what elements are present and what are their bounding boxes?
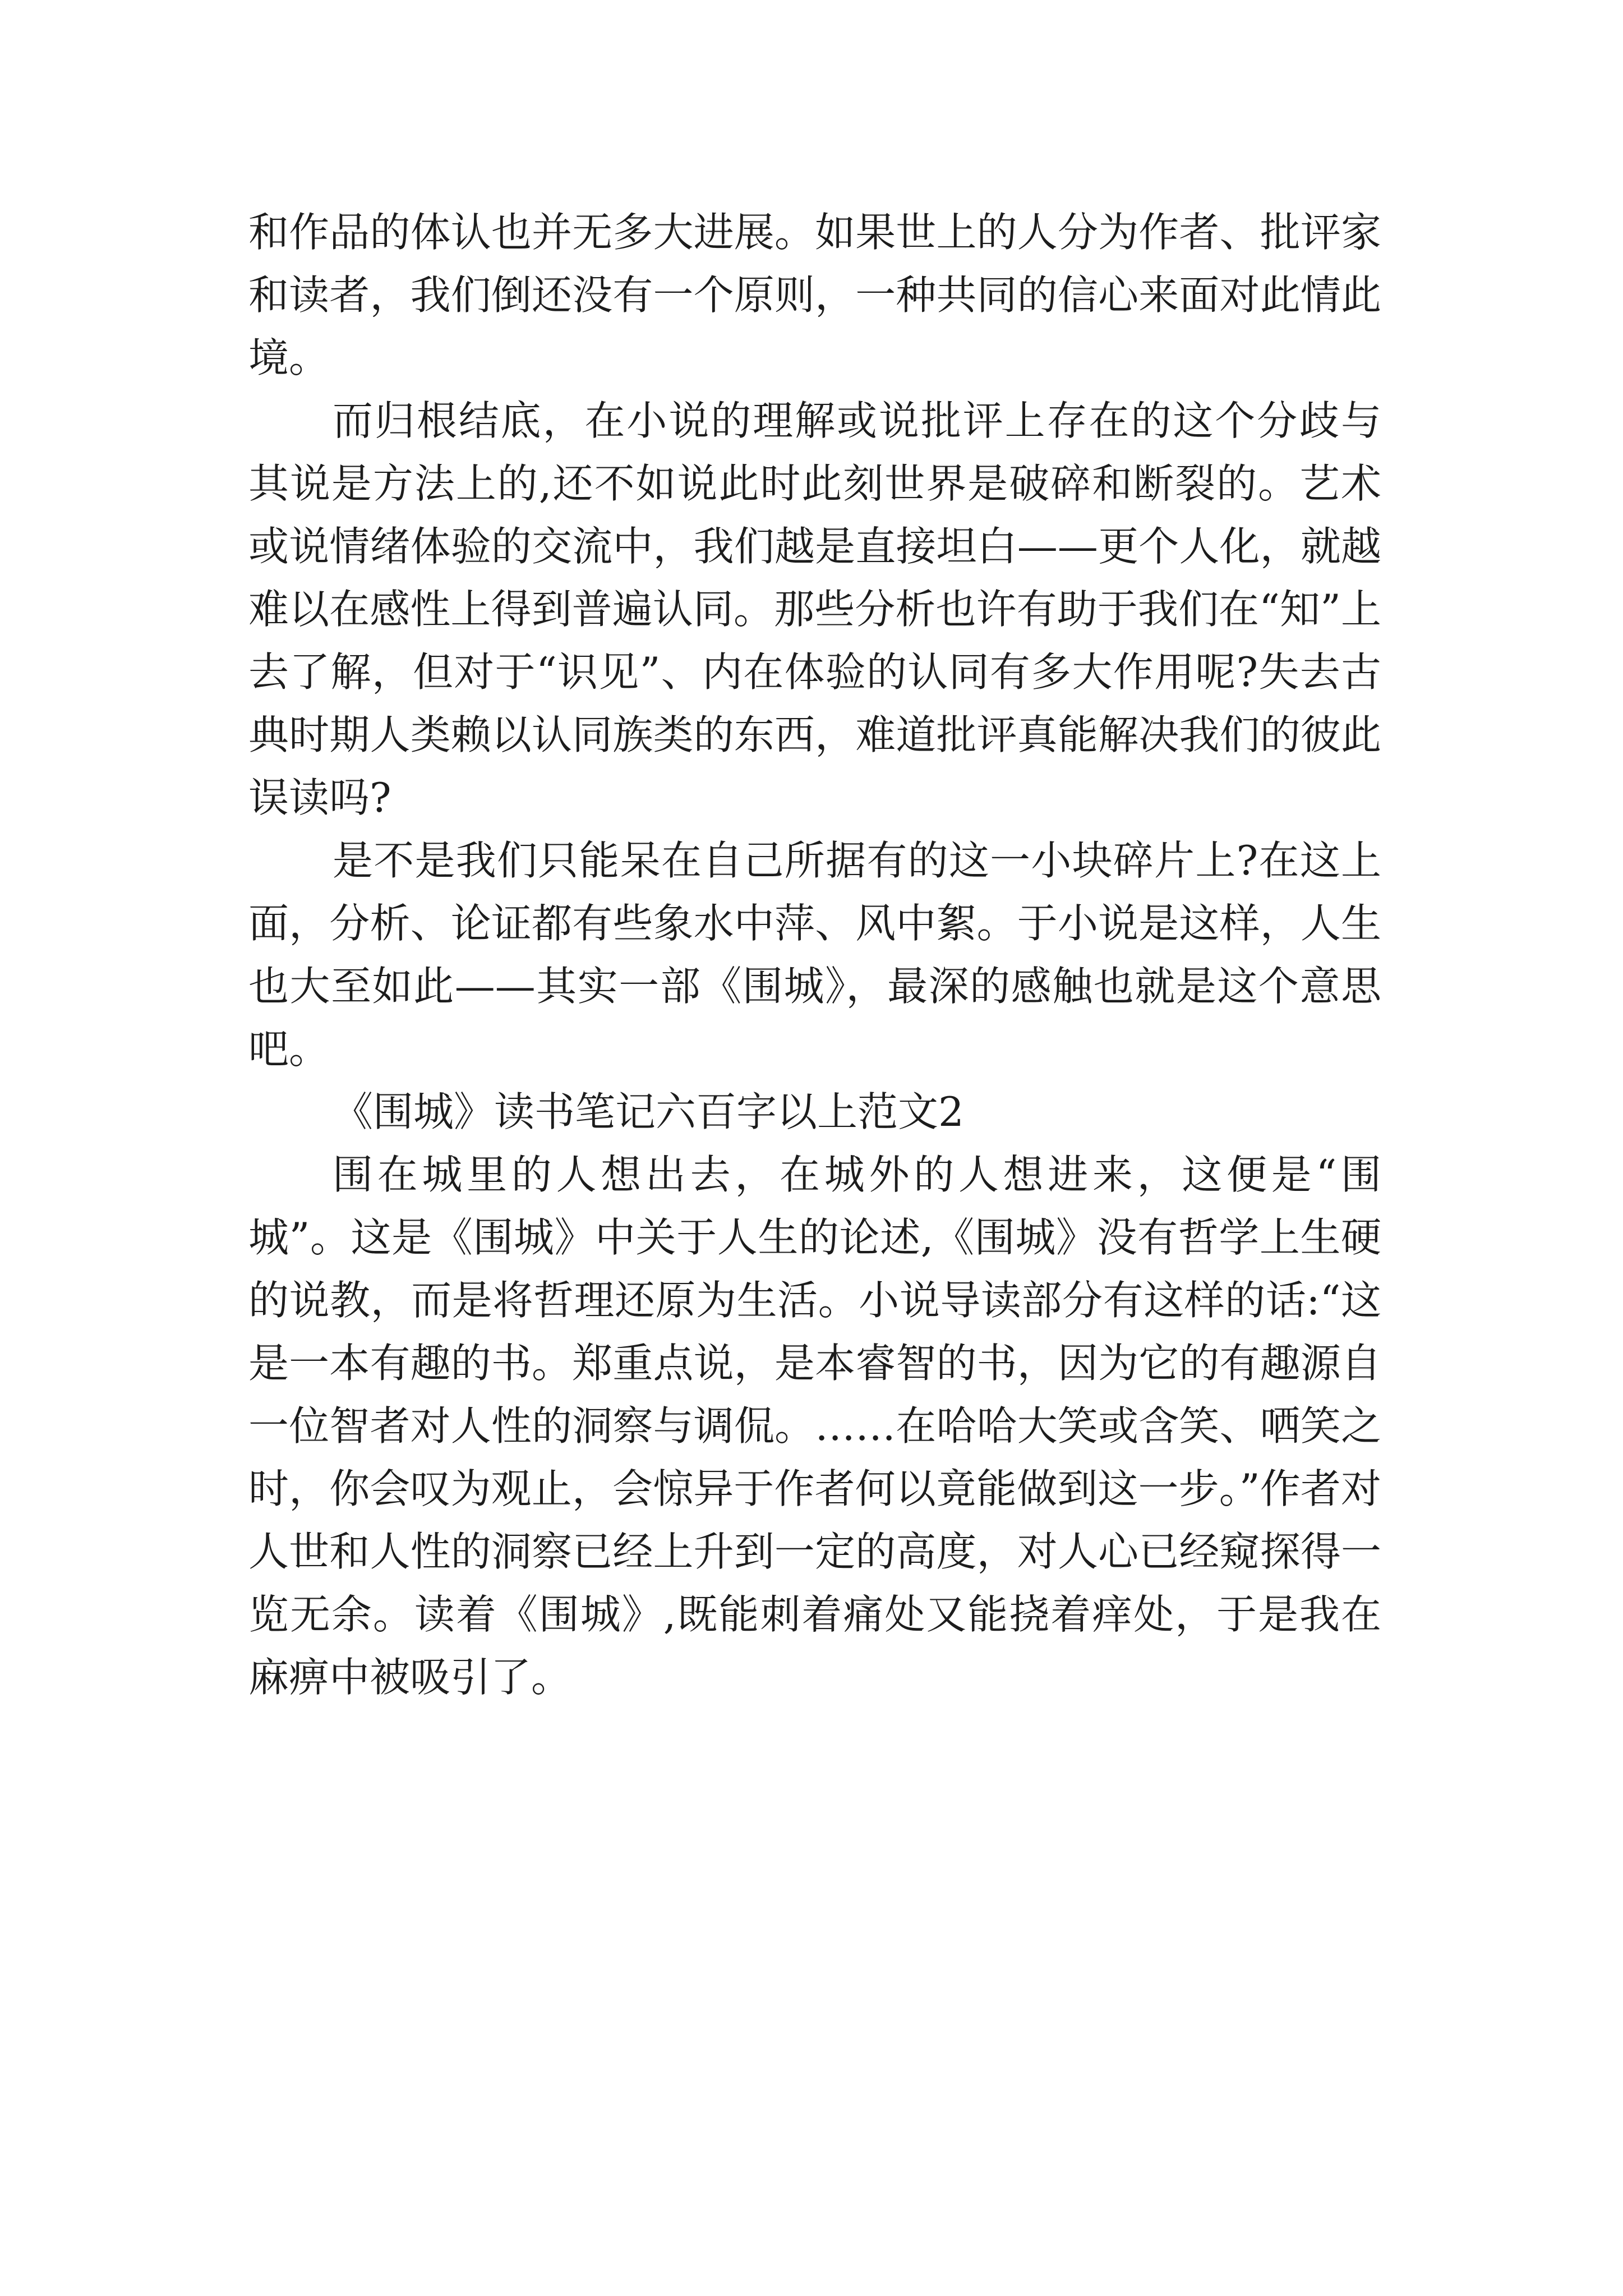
paragraph-continued: 和作品的体认也并无多大进展。如果世上的人分为作者、批评家和读者，我们倒还没有一个原则，一种共同的信心来面对此情此境。 bbox=[248, 209, 1381, 381]
paragraph: 而归根结底，在小说的理解或说批评上存在的这个分歧与其说是方法上的,还不如说此时此刻世界是破碎和断裂的。艺术或说情绪体验的交流中，我们越是直接坦白——更个人化，就越难以在感性上得到普遍认同。那些分析也许有助于我们在“知”上去了解，但对于“识见”、内在体验的认同有多大作用呢?失去古典时期人类赖以认同族类的东西，难道批评真能解决我们的彼此误读吗? bbox=[248, 397, 1381, 821]
document-body bbox=[248, 201, 1381, 1709]
paragraph: 是不是我们只能呆在自己所据有的这一小块碎片上?在这上面，分析、论证都有些象水中萍、风中絮。于小说是这样，人生也大至如此——其实一部《围城》，最深的感触也就是这个意思吧。 bbox=[248, 837, 1381, 1073]
paragraph: 围在城里的人想出去，在城外的人想进来，这便是“围城”。这是《围城》中关于人生的论述,《围城》没有哲学上生硬的说教，而是将哲理还原为生活。小说导读部分有这样的话:“这是一本有趣的书。郑重点说，是本睿智的书，因为它的有趣源自一位智者对人性的洞察与调侃。……在哈哈大笑或含笑、哂笑之时，你会叹为观止，会惊异于作者何以竟能做到这一步。”作者对人世和人性的洞察已经上升到一定的高度，对人心已经窥探得一览无余。读着《围城》,既能刺着痛处又能挠着痒处，于是我在麻痹中被吸引了。 bbox=[248, 1151, 1381, 1701]
section-heading: 《围城》读书笔记六百字以上范文2 bbox=[333, 1088, 964, 1135]
